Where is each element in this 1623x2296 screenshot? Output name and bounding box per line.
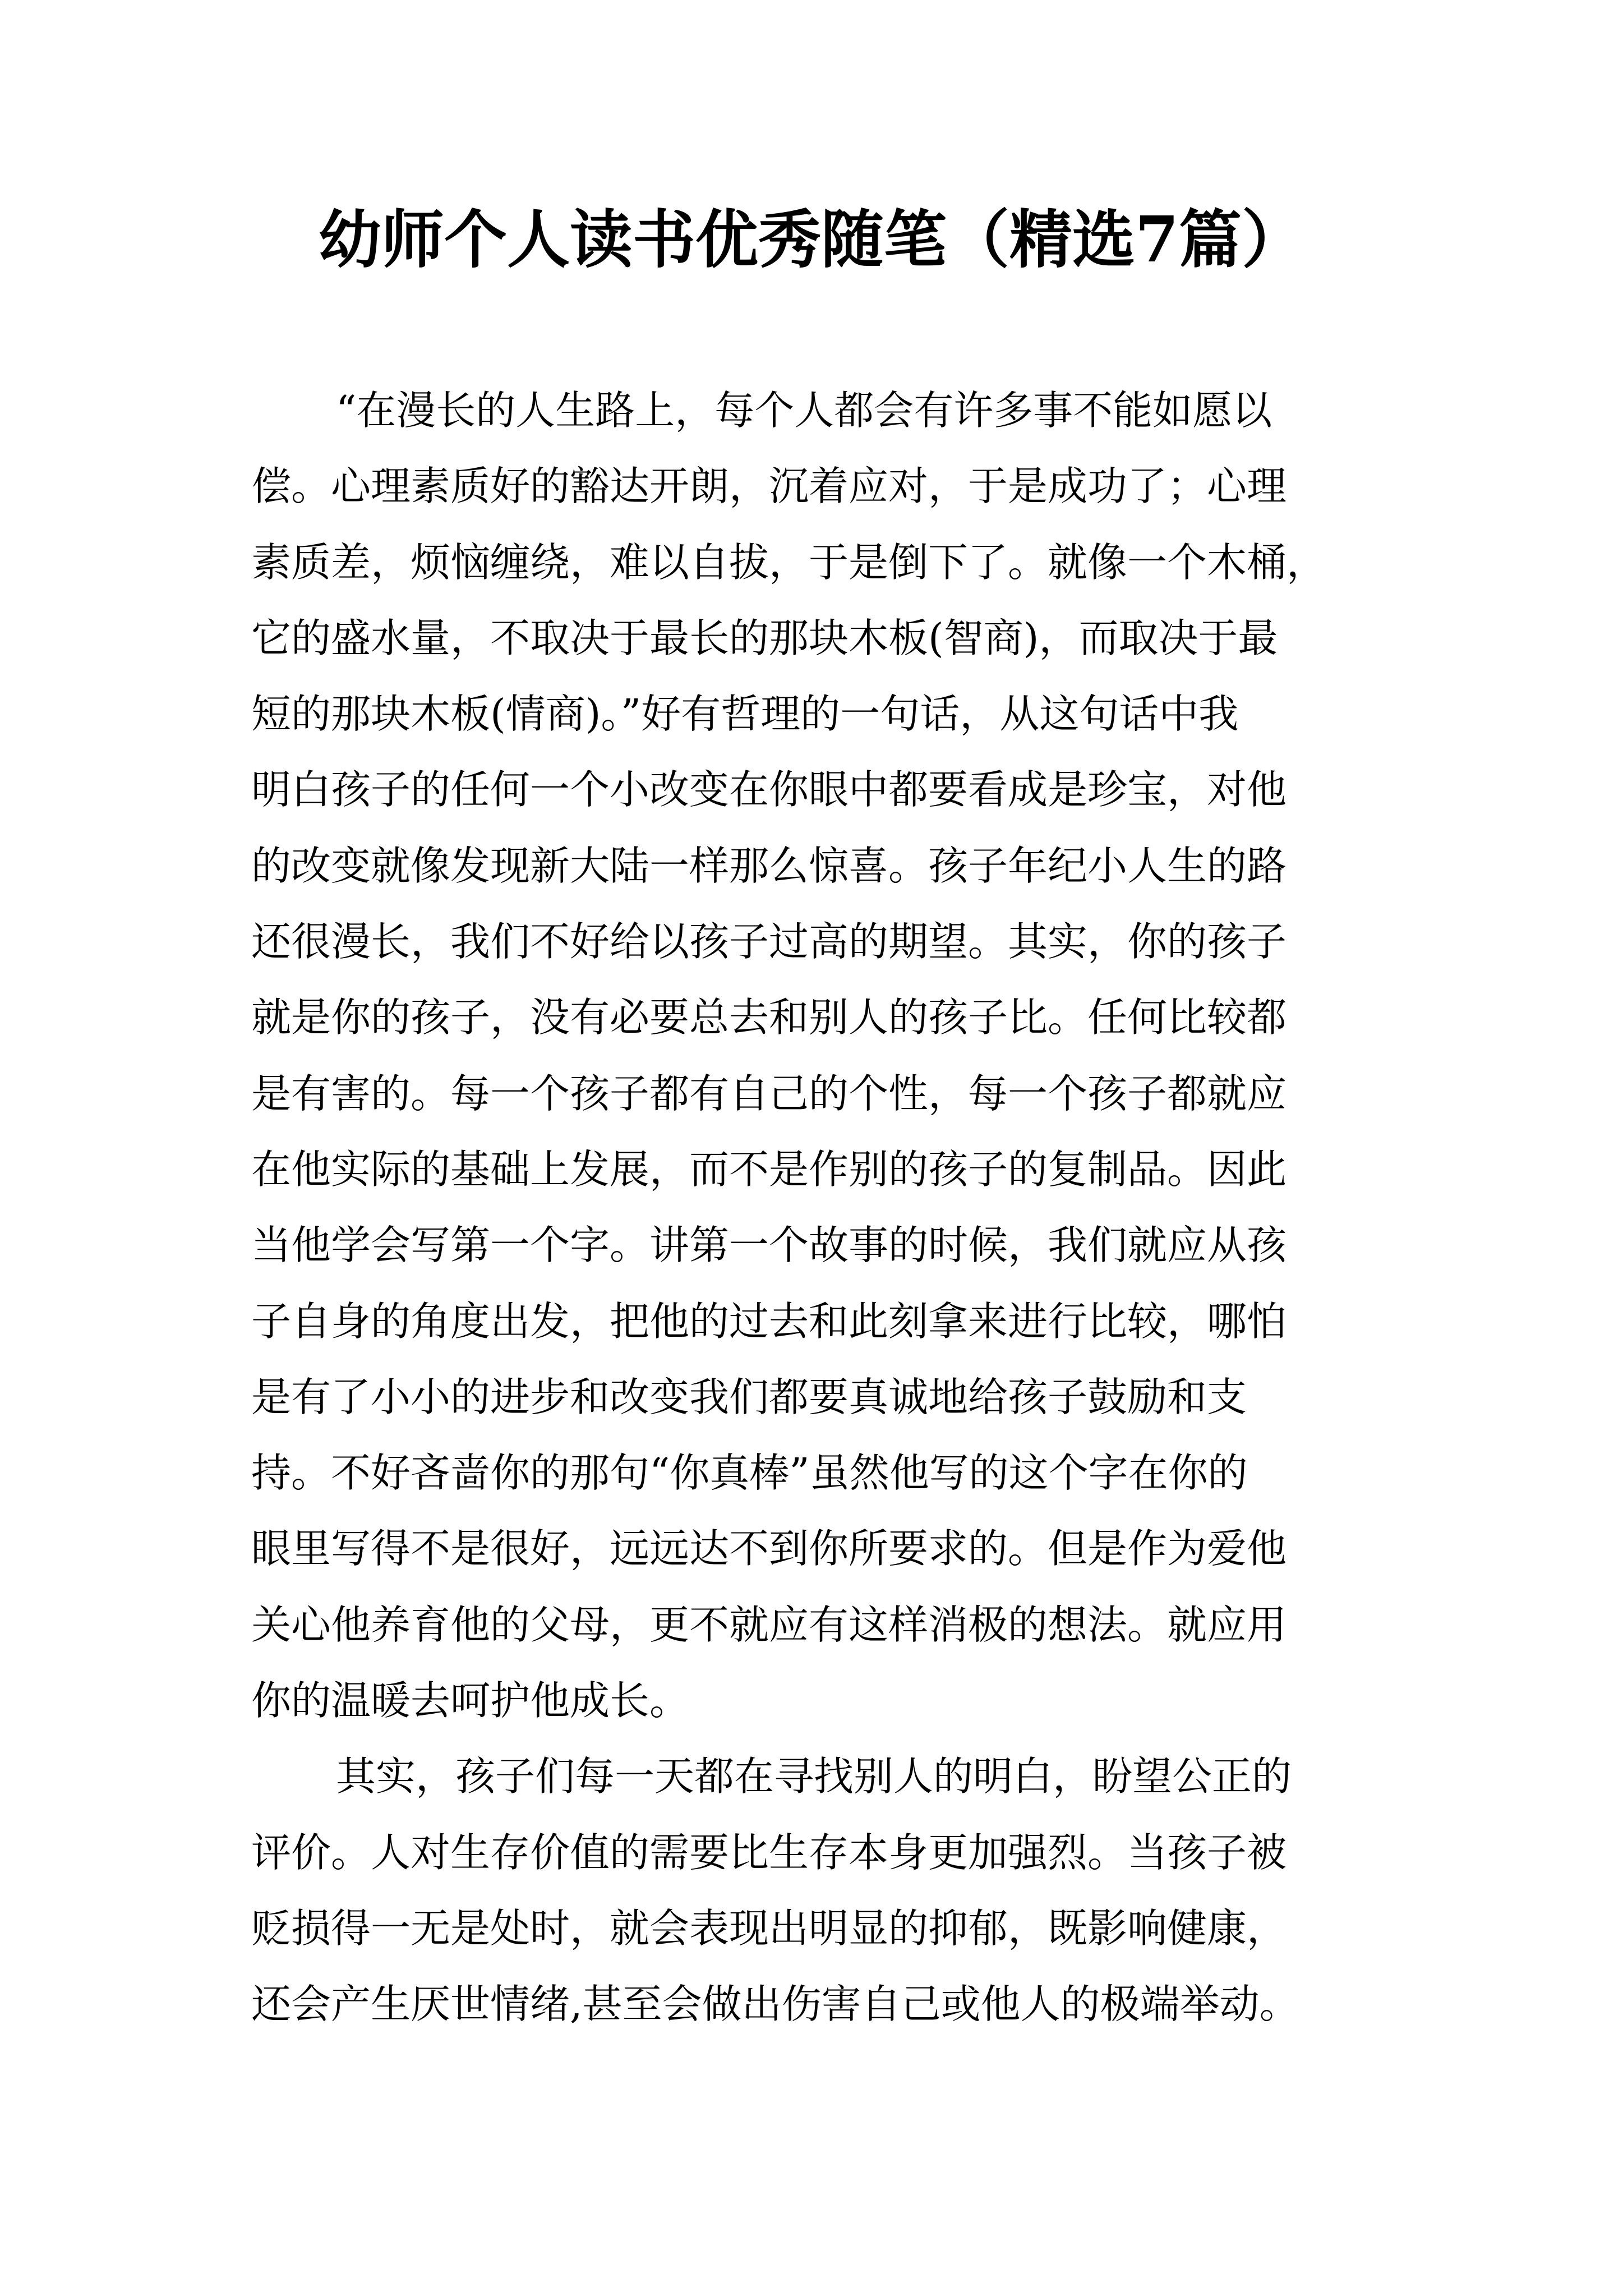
- paragraph-2: [251, 1738, 1377, 2042]
- text-line: 持。不好吝啬你的那句“你真棒”虽然他写的这个字在你的: [251, 1450, 1248, 1497]
- text-line: 在他实际的基础上发展，而不是作别的孩子的复制品。因此: [251, 1145, 1287, 1193]
- text-line: “在漫长的人生路上，每个人都会有许多事不能如愿以: [336, 387, 1272, 434]
- text-line: 的改变就像发现新大陆一样那么惊喜。孩子年纪小人生的路: [251, 842, 1287, 889]
- text-line: 还很漫长，我们不好给以孩子过高的期望。其实，你的孩子: [251, 918, 1287, 965]
- text-line: 还会产生厌世情绪,甚至会做出伤害自己或他人的极端举动。: [251, 1981, 1299, 2028]
- text-line: 偿。心理素质好的豁达开朗，沉着应对，于是成功了；心理: [251, 463, 1287, 510]
- text-line: 素质差，烦恼缠绕，难以自拔，于是倒下了。就像一个木桶，: [251, 539, 1327, 586]
- text-line: 关心他养育他的父母，更不就应有这样消极的想法。就应用: [251, 1601, 1287, 1648]
- document-body: [251, 372, 1377, 2042]
- text-line: 评价。人对生存价值的需要比生存本身更加强烈。当孩子被: [251, 1829, 1287, 1876]
- page-title: 幼师个人读书优秀随笔（精选7篇）: [319, 203, 1304, 277]
- text-line: 贬损得一无是处时，就会表现出明显的抑郁，既影响健康，: [251, 1904, 1287, 1952]
- text-line: 明白孩子的任何一个小改变在你眼中都要看成是珍宝，对他: [251, 766, 1287, 813]
- paragraph-1: [251, 372, 1377, 1738]
- text-line: 就是你的孩子，没有必要总去和别人的孩子比。任何比较都: [251, 994, 1287, 1041]
- text-line: 你的温暖去呵护他成长。: [251, 1677, 690, 1724]
- text-line: 当他学会写第一个字。讲第一个故事的时候，我们就应从孩: [251, 1222, 1287, 1269]
- text-line: 眼里写得不是很好，远远达不到你所要求的。但是作为爱他: [251, 1525, 1287, 1572]
- text-line: 是有害的。每一个孩子都有自己的个性，每一个孩子都就应: [251, 1070, 1287, 1117]
- text-line: 是有了小小的进步和改变我们都要真诚地给孩子鼓励和支: [251, 1373, 1247, 1420]
- text-line: 子自身的角度出发，把他的过去和此刻拿来进行比较，哪怕: [251, 1297, 1287, 1345]
- text-line: 它的盛水量，不取决于最长的那块木板(智商)，而取决于最: [251, 614, 1278, 661]
- text-line: 短的那块木板(情商)。”好有哲理的一句话，从这句话中我: [251, 691, 1239, 738]
- text-line: 其实，孩子们每一天都在寻找别人的明白，盼望公正的: [336, 1753, 1292, 1800]
